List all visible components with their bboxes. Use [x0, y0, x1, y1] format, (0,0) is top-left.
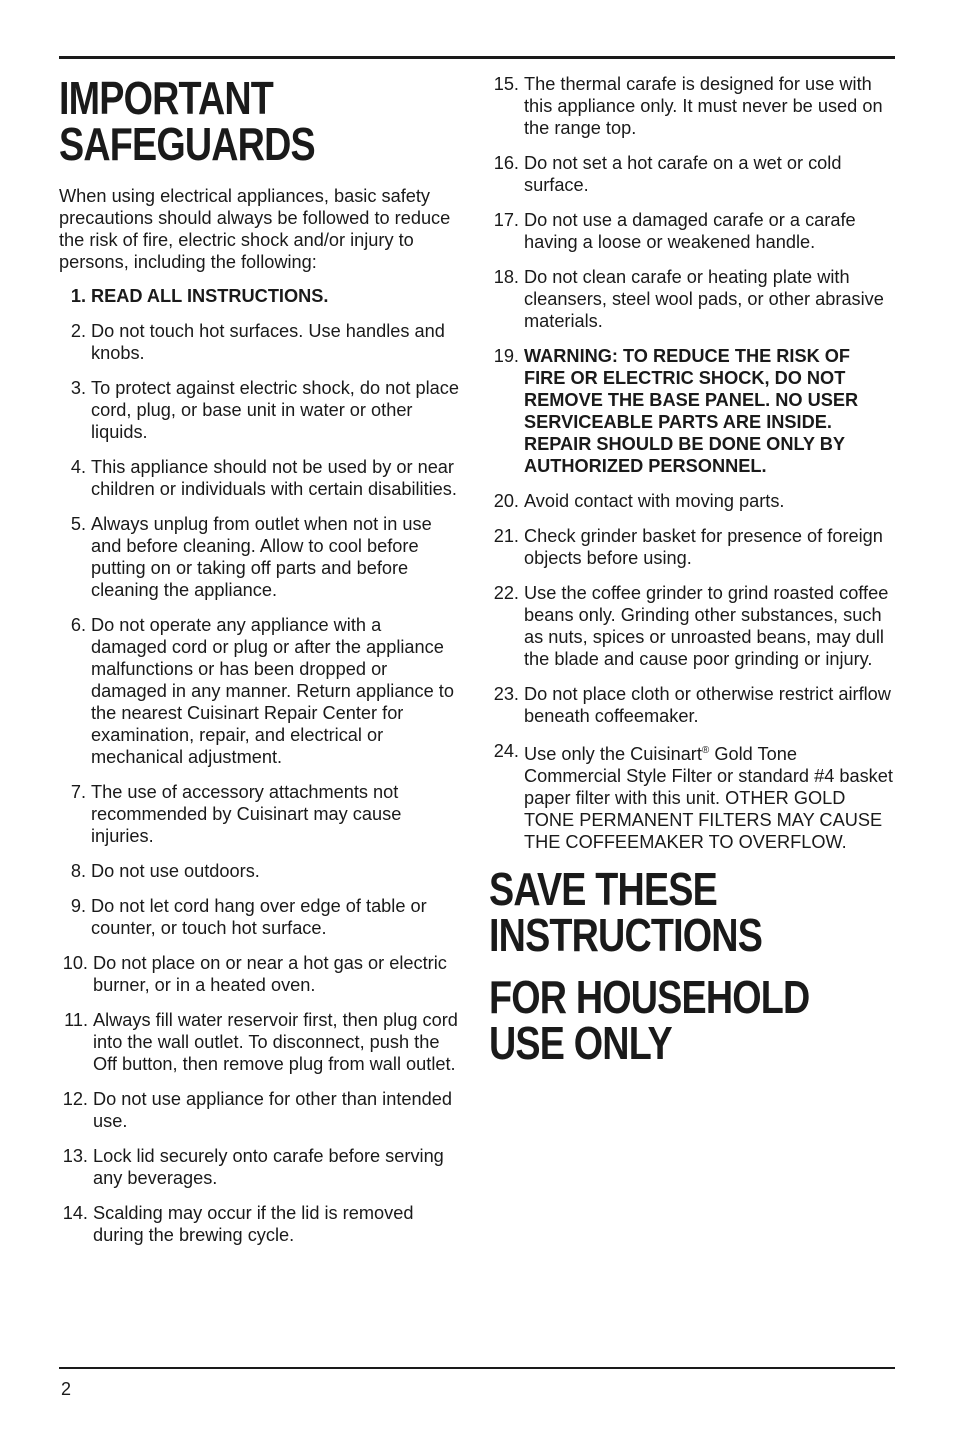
item-text: Use the coffee grinder to grind roasted coffee beans only. Grinding other substances, such as nuts, spices or unroasted beans, may dull the blade and cause poor grinding or injury.	[524, 583, 889, 669]
list-item	[59, 781, 459, 847]
item-number: 8.	[70, 861, 86, 881]
item-text: Always unplug from outlet when not in use and before cleaning. Allow to cool before putting on or taking off parts and before cleaning the appliance.	[91, 514, 432, 600]
save-line-2: INSTRUCTIONS	[489, 909, 763, 962]
item-number: 12.	[62, 1089, 88, 1109]
item-number: 11.	[64, 1010, 88, 1030]
list-item	[59, 952, 459, 996]
item-number: 4.	[70, 457, 86, 477]
list-item	[489, 209, 895, 253]
item-text: Do not operate any appliance with a damaged cord or plug or after the appliance malfunctions or has been dropped or damaged in any manner. Return appliance to the nearest Cuisinart Repair Center for examination, repair, and electrical or mechanical adjustment.	[91, 615, 454, 767]
list-item	[59, 860, 459, 882]
item-number: 5.	[70, 514, 86, 534]
item-number: 19.	[493, 346, 519, 366]
page-number: 2	[61, 1379, 72, 1399]
list-item	[59, 614, 459, 768]
list-item	[489, 266, 895, 332]
item-text: This appliance should not be used by or near children or individuals with certain disabilities.	[91, 457, 457, 499]
item-number: 18.	[493, 267, 519, 287]
item-number: 9.	[70, 896, 86, 916]
closing-headings	[489, 863, 895, 1070]
list-item	[59, 285, 459, 307]
item-text: READ ALL INSTRUCTIONS.	[91, 286, 329, 306]
item-number: 7.	[70, 782, 86, 802]
item-text	[524, 740, 895, 853]
list-item	[59, 1088, 459, 1132]
warning-item	[489, 345, 895, 477]
save-instructions-heading	[489, 863, 822, 962]
item-text: Do not use appliance for other than intended use.	[93, 1089, 452, 1131]
item-text: Do not clean carafe or heating plate with cleansers, steel wool pads, or other abrasive materials.	[524, 267, 884, 331]
item-number: 15.	[493, 74, 519, 94]
item-text: To protect against electric shock, do not place cord, plug, or base unit in water or other liquids.	[91, 378, 459, 442]
item-number: 2.	[70, 321, 86, 341]
item-number: 3.	[70, 378, 86, 398]
safeguards-list-left	[59, 285, 459, 1246]
list-item	[489, 525, 895, 569]
household-line-1: FOR HOUSEHOLD	[489, 971, 810, 1024]
top-rule	[59, 56, 895, 59]
item-number: 14.	[62, 1203, 88, 1223]
list-item	[489, 73, 895, 139]
item-number: 21.	[493, 526, 519, 546]
item-text: Avoid contact with moving parts.	[524, 491, 785, 511]
list-item	[489, 683, 895, 727]
right-column	[489, 73, 895, 1082]
item-number: 10.	[62, 953, 88, 973]
title-line-2: SAFEGUARDS	[59, 118, 315, 170]
item-text-end: Gold Tone Commercial Style Filter or standard #4 basket paper filter with this unit. OTHER GOLD TONE PERMANENT FILTERS MAY CAUSE THE COFFEEMAKER TO OVERFLOW.	[524, 744, 893, 853]
list-item	[59, 895, 459, 939]
registered-mark: ®	[701, 745, 710, 756]
list-item	[489, 152, 895, 196]
item-text: Do not touch hot surfaces. Use handles and knobs.	[91, 321, 445, 363]
item-text: Do not use a damaged carafe or a carafe having a loose or weakened handle.	[524, 210, 856, 252]
intro-paragraph: When using electrical appliances, basic safety precautions should always be followed to reduce the risk of fire, electric shock and/or injury to persons, including the following:	[59, 186, 451, 272]
item-text-start: Use only the Cuisinart	[524, 744, 702, 765]
left-column	[59, 73, 459, 1259]
item-text: Lock lid securely onto carafe before serving any beverages.	[93, 1146, 444, 1188]
list-item	[59, 513, 459, 601]
household-line-2: USE ONLY	[489, 1017, 672, 1070]
list-item	[59, 1145, 459, 1189]
item-number: 1.	[70, 286, 86, 306]
item-text: Check grinder basket for presence of foreign objects before using.	[524, 526, 883, 568]
item-text: The use of accessory attachments not recommended by Cuisinart may cause injuries.	[91, 782, 402, 846]
item-number: 17.	[493, 210, 519, 230]
warning-text: WARNING: TO REDUCE THE RISK OF FIRE OR ELECTRIC SHOCK, DO NOT REMOVE THE BASE PANEL. NO USER SERVICEABLE PARTS ARE INSIDE. REPAIR SHOULD BE DONE ONLY BY AUTHORIZED PERSONNEL.	[524, 346, 859, 476]
item-number: 16.	[493, 153, 519, 173]
list-item	[489, 582, 895, 670]
title-line-1: IMPORTANT	[59, 72, 274, 124]
save-line-1: SAVE THESE	[489, 863, 717, 916]
item-number: 13.	[62, 1146, 88, 1166]
item-text: Do not place on or near a hot gas or electric burner, or in a heated oven.	[93, 953, 447, 995]
page-title	[59, 72, 387, 170]
item-number: 22.	[493, 583, 519, 603]
item-text: Do not use outdoors.	[91, 861, 260, 881]
item-text: The thermal carafe is designed for use with this appliance only. It must never be used on the range top.	[524, 74, 883, 138]
item-number: 20.	[493, 491, 519, 511]
list-item	[489, 490, 895, 512]
item-text: Always fill water reservoir first, then plug cord into the wall outlet. To disconnect, push the Off button, then remove plug from wall outlet.	[93, 1010, 458, 1074]
safeguards-list-right	[489, 73, 895, 853]
list-item	[59, 456, 459, 500]
item-text: Do not set a hot carafe on a wet or cold surface.	[524, 153, 842, 195]
list-item	[59, 1202, 459, 1246]
list-item	[59, 377, 459, 443]
item-number: 23.	[493, 684, 519, 704]
list-item	[59, 1009, 459, 1075]
bottom-rule	[59, 1367, 895, 1369]
item-number: 24.	[493, 741, 519, 761]
item-number: 6.	[70, 615, 86, 635]
list-item	[489, 740, 895, 853]
item-text: Do not place cloth or otherwise restrict airflow beneath coffeemaker.	[524, 684, 891, 726]
list-item	[59, 320, 459, 364]
item-text: Do not let cord hang over edge of table or counter, or touch hot surface.	[91, 896, 427, 938]
item-text: Scalding may occur if the lid is removed during the brewing cycle.	[93, 1203, 414, 1245]
household-use-heading	[489, 971, 822, 1070]
